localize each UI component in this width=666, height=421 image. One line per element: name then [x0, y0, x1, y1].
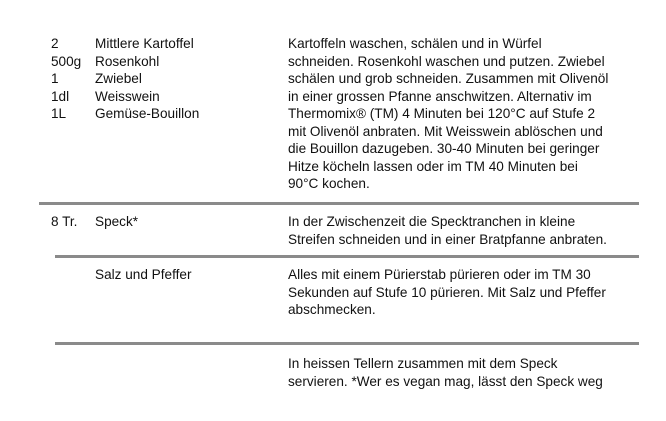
ingredient: Speck*	[95, 214, 139, 229]
instruction-line: schälen und grob schneiden. Zusammen mit Olivenöl	[288, 71, 609, 86]
ingredient: Zwiebel	[95, 71, 142, 86]
quantity: 8 Tr.	[51, 214, 78, 229]
instruction-line: abschmecken.	[288, 302, 376, 317]
instruction-line: Sekunden auf Stufe 10 pürieren. Mit Salz und Pfeffer	[288, 284, 606, 300]
row-divider	[39, 202, 639, 205]
instruction-line: Alles mit einem Pürierstab pürieren oder im TM 30	[288, 267, 591, 282]
instruction-text	[288, 266, 624, 319]
instruction-text	[288, 355, 624, 390]
ingredient-column	[95, 213, 275, 231]
instruction-line: In heissen Tellern zusammen mit dem Speck	[288, 356, 558, 371]
quantity: 500g	[51, 53, 82, 69]
ingredient: Rosenkohl	[95, 53, 160, 69]
instruction-line: mit Olivenöl anbraten. Mit Weisswein ablöschen und	[288, 123, 603, 139]
ingredient: Gemüse-Bouillon	[95, 106, 200, 121]
instruction-line: Hitze köcheln lassen oder im TM 40 Minuten bei	[288, 158, 578, 174]
instruction-line: in einer grossen Pfanne anschwitzen. Alternativ im	[288, 88, 592, 104]
instruction-line: Streifen schneiden und in einer Bratpfanne anbraten.	[288, 231, 607, 247]
ingredient-column	[95, 266, 275, 284]
quantity-column	[51, 35, 93, 123]
row-divider	[55, 255, 639, 258]
quantity: 2	[51, 36, 59, 51]
ingredient: Salz und Pfeffer	[95, 267, 192, 282]
quantity-column	[51, 213, 93, 231]
quantity: 1dl	[51, 88, 70, 104]
instruction-line: Kartoffeln waschen, schälen und in Würfel	[288, 36, 542, 51]
instruction-text	[288, 35, 624, 193]
quantity: 1	[51, 71, 59, 86]
instruction-line: schneiden. Rosenkohl waschen und putzen. Zwiebel	[288, 53, 605, 69]
quantity: 1L	[51, 106, 67, 121]
instruction-line: 90°C kochen.	[288, 176, 370, 191]
instruction-line: Thermomix® (TM) 4 Minuten bei 120°C auf Stufe 2	[288, 106, 596, 121]
row-divider	[55, 342, 639, 345]
ingredient: Mittlere Kartoffel	[95, 36, 194, 51]
instruction-line: die Bouillon dazugeben. 30-40 Minuten bei geringer	[288, 141, 600, 156]
ingredient: Weisswein	[95, 88, 160, 104]
instruction-line: servieren. *Wer es vegan mag, lässt den Speck weg	[288, 373, 603, 389]
instruction-text	[288, 213, 624, 248]
ingredient-column	[95, 35, 275, 123]
instruction-line: In der Zwischenzeit die Specktranchen in kleine	[288, 214, 576, 229]
